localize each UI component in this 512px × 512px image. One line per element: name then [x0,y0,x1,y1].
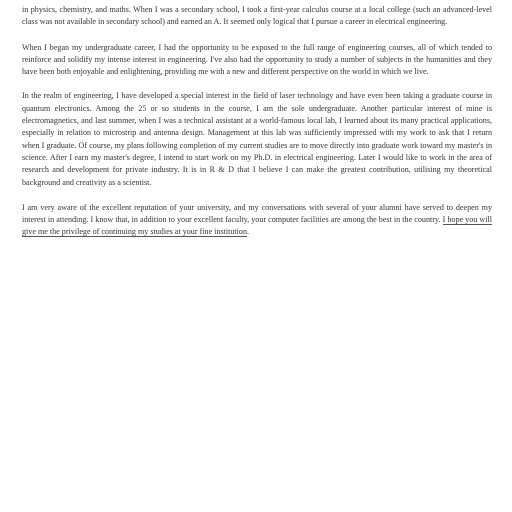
underlined-sentence: I hope you will give me the privilege of continuing my studies at your fine institution [22,215,492,237]
paragraph-text: In the realm of engineering, I have developed a special interest in the field of laser technology and have even been taking a graduate course in quantum electronics. Among the 25 or so students in the course, I am the sole undergraduate. Another particular interest of mine is electromagnetics, and last summer, when I was a technical assistant at a world-famous local lab, I learned about its many practical applications, especially in relation to microstrip and antenna design. Management at this lab was sufficiently impressed with my work to ask that I return when I graduate. Of course, my plans following completion of my current studies are to move directly into graduate work toward my master's in science. After I earn my master's degree, I intend to start work on my Ph.D. in electrical engineering. Later I would like to work in the area of research and development for private industry. It is in R & D that I believe I can make the greatest contribution, utilising my theoretical background and creativity as a scientist. [22,91,492,187]
paragraph-academic-background [22,4,492,29]
paragraph-text-end: . [247,227,250,237]
paragraph-text: I am very aware of the excellent reputation of your university, and my conversations with several of your alumni have served to deepen my interest in attending. I know that, in addition to your excellent faculty, your computer facilities are among the best in the country. [22,202,492,225]
paragraph-closing [22,202,492,239]
paragraph-engineering-interests [22,90,492,188]
paragraph-undergraduate-career [22,42,492,79]
paragraph-text: When I began my undergraduate career, I had the opportunity to be exposed to the full range of engineering courses, all of which tended to reinforce and solidify my intense interest in engineering. I've also had the opportunity to study a number of subjects in the humanities and they have been both enjoyable and enlightening, providing me with a new and different perspective on the world in which we live. [22,42,492,77]
paragraph-text: in physics, chemistry, and maths. When I was a secondary school, I took a first-year calculus course at a local college (such an advanced-level class was not available in secondary school) and earned an A. It seemed only logical that I pursue a career in electrical engineering. [22,5,492,27]
essay-body [22,4,492,252]
